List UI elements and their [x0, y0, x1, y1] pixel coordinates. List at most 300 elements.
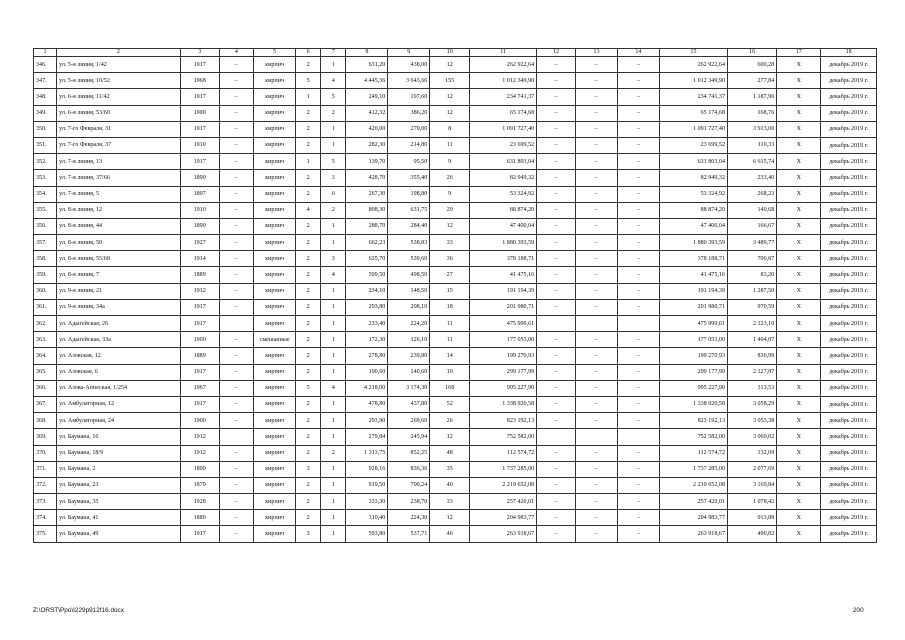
- cell-wall-material: кирпич: [254, 494, 296, 510]
- cell-cost-total: 995 227,90: [470, 380, 537, 396]
- cell-col-12: [537, 429, 576, 445]
- cell-col-4: –: [219, 526, 254, 542]
- cell-build-year: 1917: [180, 526, 219, 542]
- cell-build-year: 1900: [180, 413, 219, 429]
- cell-residents: 10: [430, 364, 470, 380]
- cell-total-area: 662,23: [346, 235, 388, 251]
- cell-col-12: –: [537, 494, 576, 510]
- cell-row-number: 347.: [34, 73, 57, 89]
- cell-col-17: Х: [777, 218, 821, 234]
- cell-floors: 2: [296, 251, 321, 267]
- cell-residents: 12: [430, 218, 470, 234]
- cell-cost-repair: 88 874,20: [659, 202, 727, 218]
- cell-repair-deadline: декабрь 2019 г.: [821, 380, 877, 396]
- column-number-1: 1: [34, 49, 57, 57]
- document-path: Z:\ORST\Ppo\I229p912f16.docx: [33, 607, 124, 614]
- cell-build-year: 1889: [180, 348, 219, 364]
- cell-total-area: 267,30: [346, 186, 388, 202]
- cell-living-area: 498,50: [388, 267, 430, 283]
- cell-living-area: 95,50: [388, 154, 430, 170]
- cell-cost-repair: 112 574,72: [659, 445, 727, 461]
- cell-floors: 5: [296, 380, 321, 396]
- cell-cost-total: 1 880 393,59: [470, 235, 537, 251]
- cell-living-area: 437,80: [388, 396, 430, 412]
- cell-col-13: –: [575, 445, 617, 461]
- cell-col-12: –: [537, 445, 576, 461]
- cell-col-17: Х: [777, 121, 821, 137]
- cell-build-year: 1912: [180, 445, 219, 461]
- cell-entrances: 2: [321, 105, 346, 121]
- cell-col-12: –: [537, 202, 576, 218]
- cell-col-14: –: [617, 364, 659, 380]
- cell-cost-total: 378 188,71: [470, 251, 537, 267]
- cell-wall-material: кирпич: [254, 105, 296, 121]
- cell-cost-per-sqm: 970,59: [728, 299, 777, 315]
- cell-cost-per-sqm: 3 489,77: [728, 235, 777, 251]
- cell-residents: 12: [430, 105, 470, 121]
- cell-col-12: –: [537, 396, 576, 412]
- cell-cost-total: 257 420,01: [470, 494, 537, 510]
- cell-col-4: [219, 429, 254, 445]
- cell-col-14: [617, 429, 659, 445]
- cell-build-year: 1890: [180, 218, 219, 234]
- cell-cost-total: 1 012 349,90: [470, 73, 537, 89]
- cell-row-number: 361.: [34, 299, 57, 315]
- column-number-17: 17: [777, 49, 821, 57]
- page-number: 200: [853, 607, 864, 614]
- cell-col-14: –: [617, 494, 659, 510]
- cell-col-4: –: [219, 413, 254, 429]
- cell-total-area: 190,60: [346, 364, 388, 380]
- cell-living-area: 3 174,30: [388, 380, 430, 396]
- cell-repair-deadline: декабрь 2019 г.: [821, 105, 877, 121]
- housing-register-table: [33, 48, 877, 543]
- cell-floors: 5: [296, 73, 321, 89]
- cell-living-area: 3 643,66: [388, 73, 430, 89]
- cell-residents: 26: [430, 170, 470, 186]
- cell-col-14: –: [617, 348, 659, 364]
- table-row: [34, 510, 877, 526]
- cell-floors: 3: [296, 461, 321, 477]
- cell-address: ул. Баумана, 16: [57, 429, 181, 445]
- cell-entrances: 1: [321, 429, 346, 445]
- cell-col-4: [219, 316, 254, 332]
- cell-wall-material: кирпич: [254, 235, 296, 251]
- cell-floors: 2: [296, 477, 321, 493]
- cell-col-17: Х: [777, 364, 821, 380]
- cell-total-area: 593,80: [346, 526, 388, 542]
- cell-total-area: 919,50: [346, 477, 388, 493]
- cell-repair-deadline: декабрь 2019 г.: [821, 396, 877, 412]
- cell-col-14: –: [617, 235, 659, 251]
- cell-row-number: 368.: [34, 413, 57, 429]
- cell-col-12: –: [537, 89, 576, 105]
- cell-total-area: 282,30: [346, 137, 388, 153]
- cell-wall-material: кирпич: [254, 267, 296, 283]
- cell-address: ул. 9-я линия, 21: [57, 283, 181, 299]
- cell-residents: 168: [430, 380, 470, 396]
- cell-col-4: –: [219, 57, 254, 73]
- cell-cost-per-sqm: 3 913,00: [728, 121, 777, 137]
- cell-cost-per-sqm: 3 058,29: [728, 396, 777, 412]
- cell-total-area: 278,80: [346, 348, 388, 364]
- cell-entrances: 5: [321, 154, 346, 170]
- cell-col-14: –: [617, 396, 659, 412]
- cell-cost-per-sqm: 132,09: [728, 445, 777, 461]
- cell-floors: 2: [296, 299, 321, 315]
- cell-entrances: 1: [321, 332, 346, 348]
- cell-floors: 2: [296, 137, 321, 153]
- cell-col-14: –: [617, 526, 659, 542]
- cell-build-year: 1879: [180, 477, 219, 493]
- cell-entrances: 1: [321, 137, 346, 153]
- cell-wall-material: кирпич: [254, 121, 296, 137]
- table-row: [34, 413, 877, 429]
- cell-row-number: 355.: [34, 202, 57, 218]
- cell-col-13: –: [575, 186, 617, 202]
- cell-col-4: –: [219, 364, 254, 380]
- cell-repair-deadline: декабрь 2019 г.: [821, 510, 877, 526]
- cell-cost-repair: 2 219 652,08: [659, 477, 727, 493]
- cell-total-area: 233,40: [346, 316, 388, 332]
- cell-address: ул. 8-я линия, 44: [57, 218, 181, 234]
- cell-col-17: Х: [777, 137, 821, 153]
- cell-living-area: 284,40: [388, 218, 430, 234]
- cell-address: ул. 7-я линия, 5: [57, 186, 181, 202]
- cell-living-area: 148,50: [388, 283, 430, 299]
- cell-entrances: 4: [321, 380, 346, 396]
- cell-build-year: 1917: [180, 121, 219, 137]
- cell-address: ул. 9-я линия, 34а: [57, 299, 181, 315]
- table-row: [34, 283, 877, 299]
- cell-cost-repair: 475 999,61: [659, 316, 727, 332]
- cell-col-17: Х: [777, 105, 821, 121]
- cell-entrances: 1: [321, 57, 346, 73]
- cell-row-number: 372.: [34, 477, 57, 493]
- cell-entrances: 6: [321, 186, 346, 202]
- cell-repair-deadline: декабрь 2019 г.: [821, 316, 877, 332]
- column-number-2: 2: [57, 49, 181, 57]
- cell-wall-material: кирпич: [254, 477, 296, 493]
- table-row: [34, 364, 877, 380]
- cell-col-17: Х: [777, 461, 821, 477]
- cell-wall-material: кирпич: [254, 251, 296, 267]
- cell-residents: 26: [430, 413, 470, 429]
- cell-wall-material: кирпич: [254, 137, 296, 153]
- cell-cost-repair: 1 338 920,58: [659, 396, 727, 412]
- cell-address: ул. Амбулаторная, 24: [57, 413, 181, 429]
- cell-col-14: –: [617, 267, 659, 283]
- cell-col-17: Х: [777, 396, 821, 412]
- cell-col-17: Х: [777, 57, 821, 73]
- cell-row-number: 360.: [34, 283, 57, 299]
- cell-living-area: 269,60: [388, 413, 430, 429]
- cell-row-number: 357.: [34, 235, 57, 251]
- cell-cost-total: 1 737 285,00: [470, 461, 537, 477]
- cell-col-4: –: [219, 186, 254, 202]
- cell-build-year: 1917: [180, 316, 219, 332]
- cell-col-13: –: [575, 494, 617, 510]
- cell-floors: 2: [296, 510, 321, 526]
- cell-floors: 2: [296, 348, 321, 364]
- cell-cost-repair: 204 983,77: [659, 510, 727, 526]
- table-row: [34, 348, 877, 364]
- cell-cost-per-sqm: 1 287,50: [728, 283, 777, 299]
- cell-col-4: –: [219, 105, 254, 121]
- cell-cost-per-sqm: 490,82: [728, 526, 777, 542]
- cell-col-14: –: [617, 218, 659, 234]
- cell-col-17: Х: [777, 380, 821, 396]
- cell-address: ул. Баумана, 35: [57, 494, 181, 510]
- cell-repair-deadline: декабрь 2019 г.: [821, 89, 877, 105]
- cell-col-13: –: [575, 57, 617, 73]
- cell-col-14: –: [617, 57, 659, 73]
- cell-wall-material: кирпич: [254, 526, 296, 542]
- cell-col-14: –: [617, 170, 659, 186]
- cell-wall-material: кирпич: [254, 57, 296, 73]
- table-row: [34, 121, 877, 137]
- cell-repair-deadline: декабрь 2019 г.: [821, 461, 877, 477]
- cell-build-year: 1968: [180, 73, 219, 89]
- cell-total-area: 333,30: [346, 494, 388, 510]
- cell-cost-total: 201 980,71: [470, 299, 537, 315]
- cell-entrances: 4: [321, 267, 346, 283]
- cell-build-year: 1917: [180, 299, 219, 315]
- cell-cost-per-sqm: 110,33: [728, 137, 777, 153]
- cell-cost-repair: 47 400,04: [659, 218, 727, 234]
- cell-col-17: Х: [777, 154, 821, 170]
- cell-build-year: 1890: [180, 461, 219, 477]
- cell-cost-repair: 191 194,39: [659, 283, 727, 299]
- cell-living-area: 214,80: [388, 137, 430, 153]
- cell-col-13: –: [575, 154, 617, 170]
- cell-col-13: –: [575, 332, 617, 348]
- cell-entrances: 1: [321, 461, 346, 477]
- cell-col-14: –: [617, 73, 659, 89]
- table-row: [34, 89, 877, 105]
- cell-total-area: 631,20: [346, 57, 388, 73]
- cell-floors: 2: [296, 283, 321, 299]
- column-number-7: 7: [321, 49, 346, 57]
- cell-build-year: 1914: [180, 251, 219, 267]
- cell-cost-total: 299 177,99: [470, 364, 537, 380]
- cell-residents: 11: [430, 316, 470, 332]
- cell-row-number: 371.: [34, 461, 57, 477]
- column-number-10: 10: [430, 49, 470, 57]
- cell-total-area: 249,10: [346, 89, 388, 105]
- cell-col-4: –: [219, 235, 254, 251]
- cell-address: ул. Адыгейская, 33а: [57, 332, 181, 348]
- cell-repair-deadline: декабрь 2019 г.: [821, 202, 877, 218]
- cell-build-year: 1910: [180, 202, 219, 218]
- cell-residents: 27: [430, 267, 470, 283]
- cell-col-13: –: [575, 170, 617, 186]
- cell-entrances: 1: [321, 299, 346, 315]
- cell-residents: 11: [430, 332, 470, 348]
- cell-col-4: –: [219, 170, 254, 186]
- cell-cost-repair: 41 475,16: [659, 267, 727, 283]
- column-number-8: 8: [346, 49, 388, 57]
- cell-col-14: –: [617, 413, 659, 429]
- cell-cost-total: 2 219 652,08: [470, 477, 537, 493]
- cell-residents: 155: [430, 73, 470, 89]
- cell-col-17: Х: [777, 477, 821, 493]
- cell-col-13: –: [575, 267, 617, 283]
- cell-col-12: –: [537, 461, 576, 477]
- cell-col-4: –: [219, 202, 254, 218]
- cell-cost-total: 47 400,04: [470, 218, 537, 234]
- cell-total-area: 928,16: [346, 461, 388, 477]
- cell-col-13: –: [575, 510, 617, 526]
- cell-cost-repair: 82 949,32: [659, 170, 727, 186]
- cell-col-12: –: [537, 57, 576, 73]
- cell-col-13: –: [575, 121, 617, 137]
- cell-col-13: –: [575, 283, 617, 299]
- cell-cost-total: 23 699,52: [470, 137, 537, 153]
- cell-residents: 52: [430, 396, 470, 412]
- cell-floors: 2: [296, 316, 321, 332]
- cell-build-year: 1912: [180, 283, 219, 299]
- cell-build-year: 1917: [180, 364, 219, 380]
- table-row: [34, 251, 877, 267]
- cell-col-17: Х: [777, 348, 821, 364]
- cell-address: ул. 8-я линия, 50: [57, 235, 181, 251]
- cell-col-12: –: [537, 332, 576, 348]
- cell-cost-repair: 752 582,00: [659, 429, 727, 445]
- cell-total-area: 139,70: [346, 154, 388, 170]
- cell-living-area: 238,70: [388, 494, 430, 510]
- cell-row-number: 356.: [34, 218, 57, 234]
- cell-residents: 12: [430, 510, 470, 526]
- cell-col-13: –: [575, 89, 617, 105]
- cell-address: ул. Баумана, 49: [57, 526, 181, 542]
- cell-residents: 46: [430, 526, 470, 542]
- cell-cost-repair: 23 699,52: [659, 137, 727, 153]
- cell-living-area: 197,60: [388, 89, 430, 105]
- cell-col-17: Х: [777, 299, 821, 315]
- cell-cost-total: 475 999,61: [470, 316, 537, 332]
- cell-cost-total: 53 324,92: [470, 186, 537, 202]
- cell-cost-per-sqm: 700,87: [728, 251, 777, 267]
- cell-cost-per-sqm: 3 060,02: [728, 429, 777, 445]
- cell-living-area: 836,36: [388, 461, 430, 477]
- cell-repair-deadline: декабрь 2019 г.: [821, 218, 877, 234]
- cell-col-17: Х: [777, 89, 821, 105]
- cell-row-number: 358.: [34, 251, 57, 267]
- cell-address: ул. 5-я линия, 1/42: [57, 57, 181, 73]
- column-number-16: 16: [728, 49, 777, 57]
- cell-entrances: 1: [321, 283, 346, 299]
- cell-col-12: –: [537, 251, 576, 267]
- cell-living-area: 198,80: [388, 186, 430, 202]
- cell-col-13: –: [575, 137, 617, 153]
- table-row: [34, 186, 877, 202]
- cell-address: ул. 6-я линия, 11/42: [57, 89, 181, 105]
- cell-col-4: –: [219, 380, 254, 396]
- cell-wall-material: смешанные: [254, 332, 296, 348]
- table-row: [34, 235, 877, 251]
- cell-cost-per-sqm: 2 077,69: [728, 461, 777, 477]
- cell-build-year: 1927: [180, 235, 219, 251]
- cell-cost-per-sqm: 913,88: [728, 510, 777, 526]
- cell-cost-repair: 234 741,37: [659, 89, 727, 105]
- cell-col-12: –: [537, 154, 576, 170]
- cell-col-13: –: [575, 348, 617, 364]
- cell-wall-material: кирпич: [254, 461, 296, 477]
- cell-cost-total: 262 922,64: [470, 57, 537, 73]
- column-number-6: 6: [296, 49, 321, 57]
- column-number-12: 12: [537, 49, 576, 57]
- table-row: [34, 494, 877, 510]
- cell-residents: 12: [430, 89, 470, 105]
- cell-entrances: 1: [321, 348, 346, 364]
- cell-repair-deadline: декабрь 2019 г.: [821, 251, 877, 267]
- cell-repair-deadline: декабрь 2019 г.: [821, 332, 877, 348]
- cell-col-14: –: [617, 461, 659, 477]
- cell-entrances: 1: [321, 235, 346, 251]
- cell-address: ул. Баумана, 2: [57, 461, 181, 477]
- cell-entrances: 2: [321, 445, 346, 461]
- cell-build-year: 1917: [180, 57, 219, 73]
- column-number-5: 5: [254, 49, 296, 57]
- cell-col-17: Х: [777, 413, 821, 429]
- cell-cost-total: 752 582,00: [470, 429, 537, 445]
- cell-col-14: –: [617, 477, 659, 493]
- cell-floors: 3: [296, 526, 321, 542]
- cell-cost-total: 1 338 920,58: [470, 396, 537, 412]
- cell-floors: 2: [296, 170, 321, 186]
- cell-col-4: –: [219, 137, 254, 153]
- table-row: [34, 429, 877, 445]
- cell-living-area: 245,94: [388, 429, 430, 445]
- cell-cost-repair: 995 227,90: [659, 380, 727, 396]
- cell-build-year: 1928: [180, 494, 219, 510]
- cell-col-12: –: [537, 170, 576, 186]
- cell-total-area: 4 445,36: [346, 73, 388, 89]
- cell-total-area: 428,70: [346, 170, 388, 186]
- cell-cost-repair: 1 012 349,90: [659, 73, 727, 89]
- cell-total-area: 478,80: [346, 396, 388, 412]
- cell-cost-per-sqm: 1 187,96: [728, 89, 777, 105]
- cell-address: ул. 8-я линия, 7: [57, 267, 181, 283]
- cell-col-12: –: [537, 267, 576, 283]
- cell-floors: 2: [296, 121, 321, 137]
- cell-wall-material: кирпич: [254, 154, 296, 170]
- cell-repair-deadline: декабрь 2019 г.: [821, 57, 877, 73]
- cell-col-14: –: [617, 445, 659, 461]
- cell-cost-per-sqm: 2 123,10: [728, 316, 777, 332]
- cell-total-area: 1 313,75: [346, 445, 388, 461]
- cell-col-4: –: [219, 218, 254, 234]
- cell-col-17: Х: [777, 267, 821, 283]
- cell-col-12: –: [537, 477, 576, 493]
- cell-col-13: –: [575, 380, 617, 396]
- cell-entrances: 1: [321, 364, 346, 380]
- cell-repair-deadline: декабрь 2019 г.: [821, 494, 877, 510]
- table-row: [34, 137, 877, 153]
- cell-cost-repair: 1 091 727,40: [659, 121, 727, 137]
- cell-cost-repair: 201 980,71: [659, 299, 727, 315]
- cell-col-13: –: [575, 413, 617, 429]
- cell-col-12: –: [537, 283, 576, 299]
- cell-wall-material: кирпич: [254, 348, 296, 364]
- cell-build-year: 1890: [180, 170, 219, 186]
- cell-address: ул. Азовская, 6: [57, 364, 181, 380]
- cell-build-year: 1897: [180, 186, 219, 202]
- cell-col-12: –: [537, 364, 576, 380]
- cell-address: ул. 7-я линия, 37/66: [57, 170, 181, 186]
- cell-row-number: 375.: [34, 526, 57, 542]
